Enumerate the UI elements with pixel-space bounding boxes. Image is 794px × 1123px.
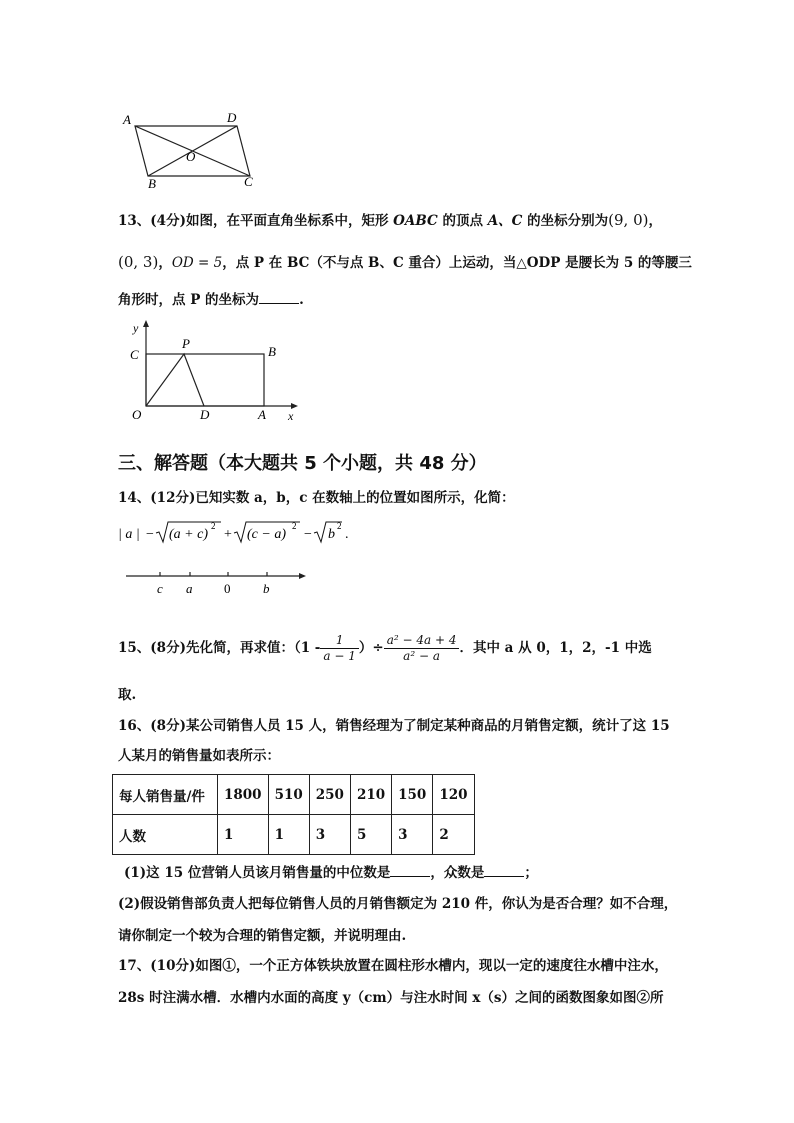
label-A: A — [123, 112, 131, 127]
q17-line2: 28s 时注满水槽．水槽内水面的高度 y（cm）与注水时间 x（s）之间的函数图象如图②所 — [118, 990, 664, 1006]
q13-coord-c: (0, 3) — [118, 253, 159, 271]
table-cell: 3 — [392, 815, 433, 855]
q14-exp1: 2 — [211, 521, 216, 531]
q13-text-e: 角形时，点 P 的坐标为 — [118, 292, 260, 308]
q15-text-c: ．其中 a 从 0，1，2，-1 中选 — [459, 640, 652, 656]
number-line-figure — [122, 566, 312, 600]
q16-median-blank[interactable] — [390, 864, 430, 877]
rectangle-coordinate-figure — [122, 318, 312, 428]
table-cell: 150 — [392, 775, 433, 815]
q15-line1 — [118, 628, 652, 668]
label-D-rect: D — [200, 407, 210, 422]
table-cell: 1 — [218, 815, 269, 855]
q13-coord-a: (9, 0) — [608, 211, 649, 229]
numberline-b: b — [263, 581, 270, 596]
svg-text:.: . — [345, 527, 349, 542]
q15-text-b: ）÷ — [358, 640, 384, 656]
label-B-rect: B — [268, 344, 276, 359]
table-cell: 5 — [350, 815, 391, 855]
table-header-people: 人数 — [113, 815, 218, 855]
label-P: P — [182, 336, 190, 351]
q13-od: OD = 5 — [171, 255, 223, 271]
q13-answer-blank[interactable] — [259, 291, 299, 304]
q16-sub1-text-b: ，众数是 — [430, 865, 485, 881]
table-row — [113, 775, 475, 815]
q13-line3 — [118, 290, 304, 310]
svg-text:+: + — [224, 527, 232, 542]
q15-line2: 取. — [118, 687, 137, 703]
q13-line1: 13、(4分)如图，在平面直角坐标系中，矩形 OABC 的顶点 A、C 的坐标分别为(9, 0)， — [118, 211, 662, 229]
q13-text-c: 的坐标分别为 — [522, 213, 609, 229]
q14-exp2: 2 — [292, 521, 297, 531]
sales-table — [112, 774, 475, 855]
q13-text-a: 13、(4分)如图，在平面直角坐标系中，矩形 — [118, 213, 394, 229]
label-D: D — [227, 110, 237, 125]
q16-mode-blank[interactable] — [484, 864, 524, 877]
q15-text-a: 15、(8分)先化简，再求值：（1 - — [118, 640, 321, 656]
label-O-origin: O — [132, 407, 142, 422]
table-cell: 510 — [268, 775, 309, 815]
parallelogram-figure — [115, 108, 275, 193]
q15-frac2-num: a² − 4a + 4 — [384, 633, 460, 649]
q15-fraction-2 — [384, 633, 460, 664]
q13-text-f: . — [299, 292, 304, 308]
label-B: B — [148, 176, 156, 191]
table-row — [113, 815, 475, 855]
label-A-rect: A — [258, 407, 266, 422]
table-cell: 1800 — [218, 775, 269, 815]
table-header-sales: 每人销售量/件 — [113, 775, 218, 815]
q14-term3: b — [328, 527, 335, 542]
svg-text:−: − — [304, 527, 312, 542]
table-cell: 2 — [433, 815, 474, 855]
table-cell: 250 — [309, 775, 350, 815]
q16-sub1 — [124, 863, 538, 883]
q14-expression — [116, 518, 356, 548]
svg-text:−: − — [146, 527, 154, 542]
q14-term2: (c − a) — [247, 527, 286, 542]
label-C: C — [244, 174, 253, 189]
table-cell: 3 — [309, 815, 350, 855]
q13-text-d: ，点 P 在 BC（不与点 B、C 重合）上运动，当△ODP 是腰长为 5 的等腰三 — [222, 255, 692, 271]
q14-term1: (a + c) — [169, 527, 208, 542]
section3-title: 三、解答题（本大题共 5 个小题，共 48 分） — [118, 453, 487, 474]
q17-line1: 17、(10分)如图①，一个正方体铁块放置在圆柱形水槽内，现以一定的速度往水槽中注水， — [118, 958, 668, 974]
numberline-zero: 0 — [224, 581, 231, 596]
q16-sub2-line2: 请你制定一个较为合理的销售定额，并说明理由. — [118, 928, 407, 944]
label-O: O — [186, 149, 196, 164]
q15-frac2-den: a² − a — [403, 648, 440, 663]
q16-sub1-text-a: (1)这 15 位营销人员该月销售量的中位数是 — [124, 865, 391, 881]
table-cell: 120 — [433, 775, 474, 815]
label-C-axis: C — [130, 347, 139, 362]
q13-vertices: A、C — [487, 213, 523, 229]
numberline-a: a — [186, 581, 193, 596]
q16-sub1-text-c: ； — [524, 865, 538, 881]
q13-rect-name: OABC — [393, 213, 438, 229]
q15-fraction-1 — [320, 633, 358, 664]
q14-exp3: 2 — [337, 521, 342, 531]
table-cell: 210 — [350, 775, 391, 815]
label-y: y — [133, 321, 139, 335]
q16-sub2-line1: (2)假设销售部负责人把每位销售人员的月销售额定为 210 件，你认为是否合理？如不合理， — [118, 896, 678, 912]
q16-line2: 人某月的销售量如表所示： — [118, 748, 280, 764]
q14-abs-a: | a | — [118, 527, 140, 542]
label-x: x — [288, 409, 294, 423]
table-cell: 1 — [268, 815, 309, 855]
q13-text-b: 的顶点 — [437, 213, 488, 229]
q13-line2: (0, 3)，OD = 5，点 P 在 BC（不与点 B、C 重合）上运动，当△ODP 是腰长为 5 的等腰三 — [118, 253, 692, 271]
q14-line1: 14、(12分)已知实数 a，b，c 在数轴上的位置如图所示，化简： — [118, 490, 515, 506]
q15-frac1-den: a − 1 — [323, 648, 356, 663]
q15-frac1-num: 1 — [320, 633, 358, 649]
q16-line1: 16、(8分)某公司销售人员 15 人，销售经理为了制定某种商品的月销售定额，统计了这 15 — [118, 718, 670, 734]
numberline-c: c — [157, 581, 163, 596]
